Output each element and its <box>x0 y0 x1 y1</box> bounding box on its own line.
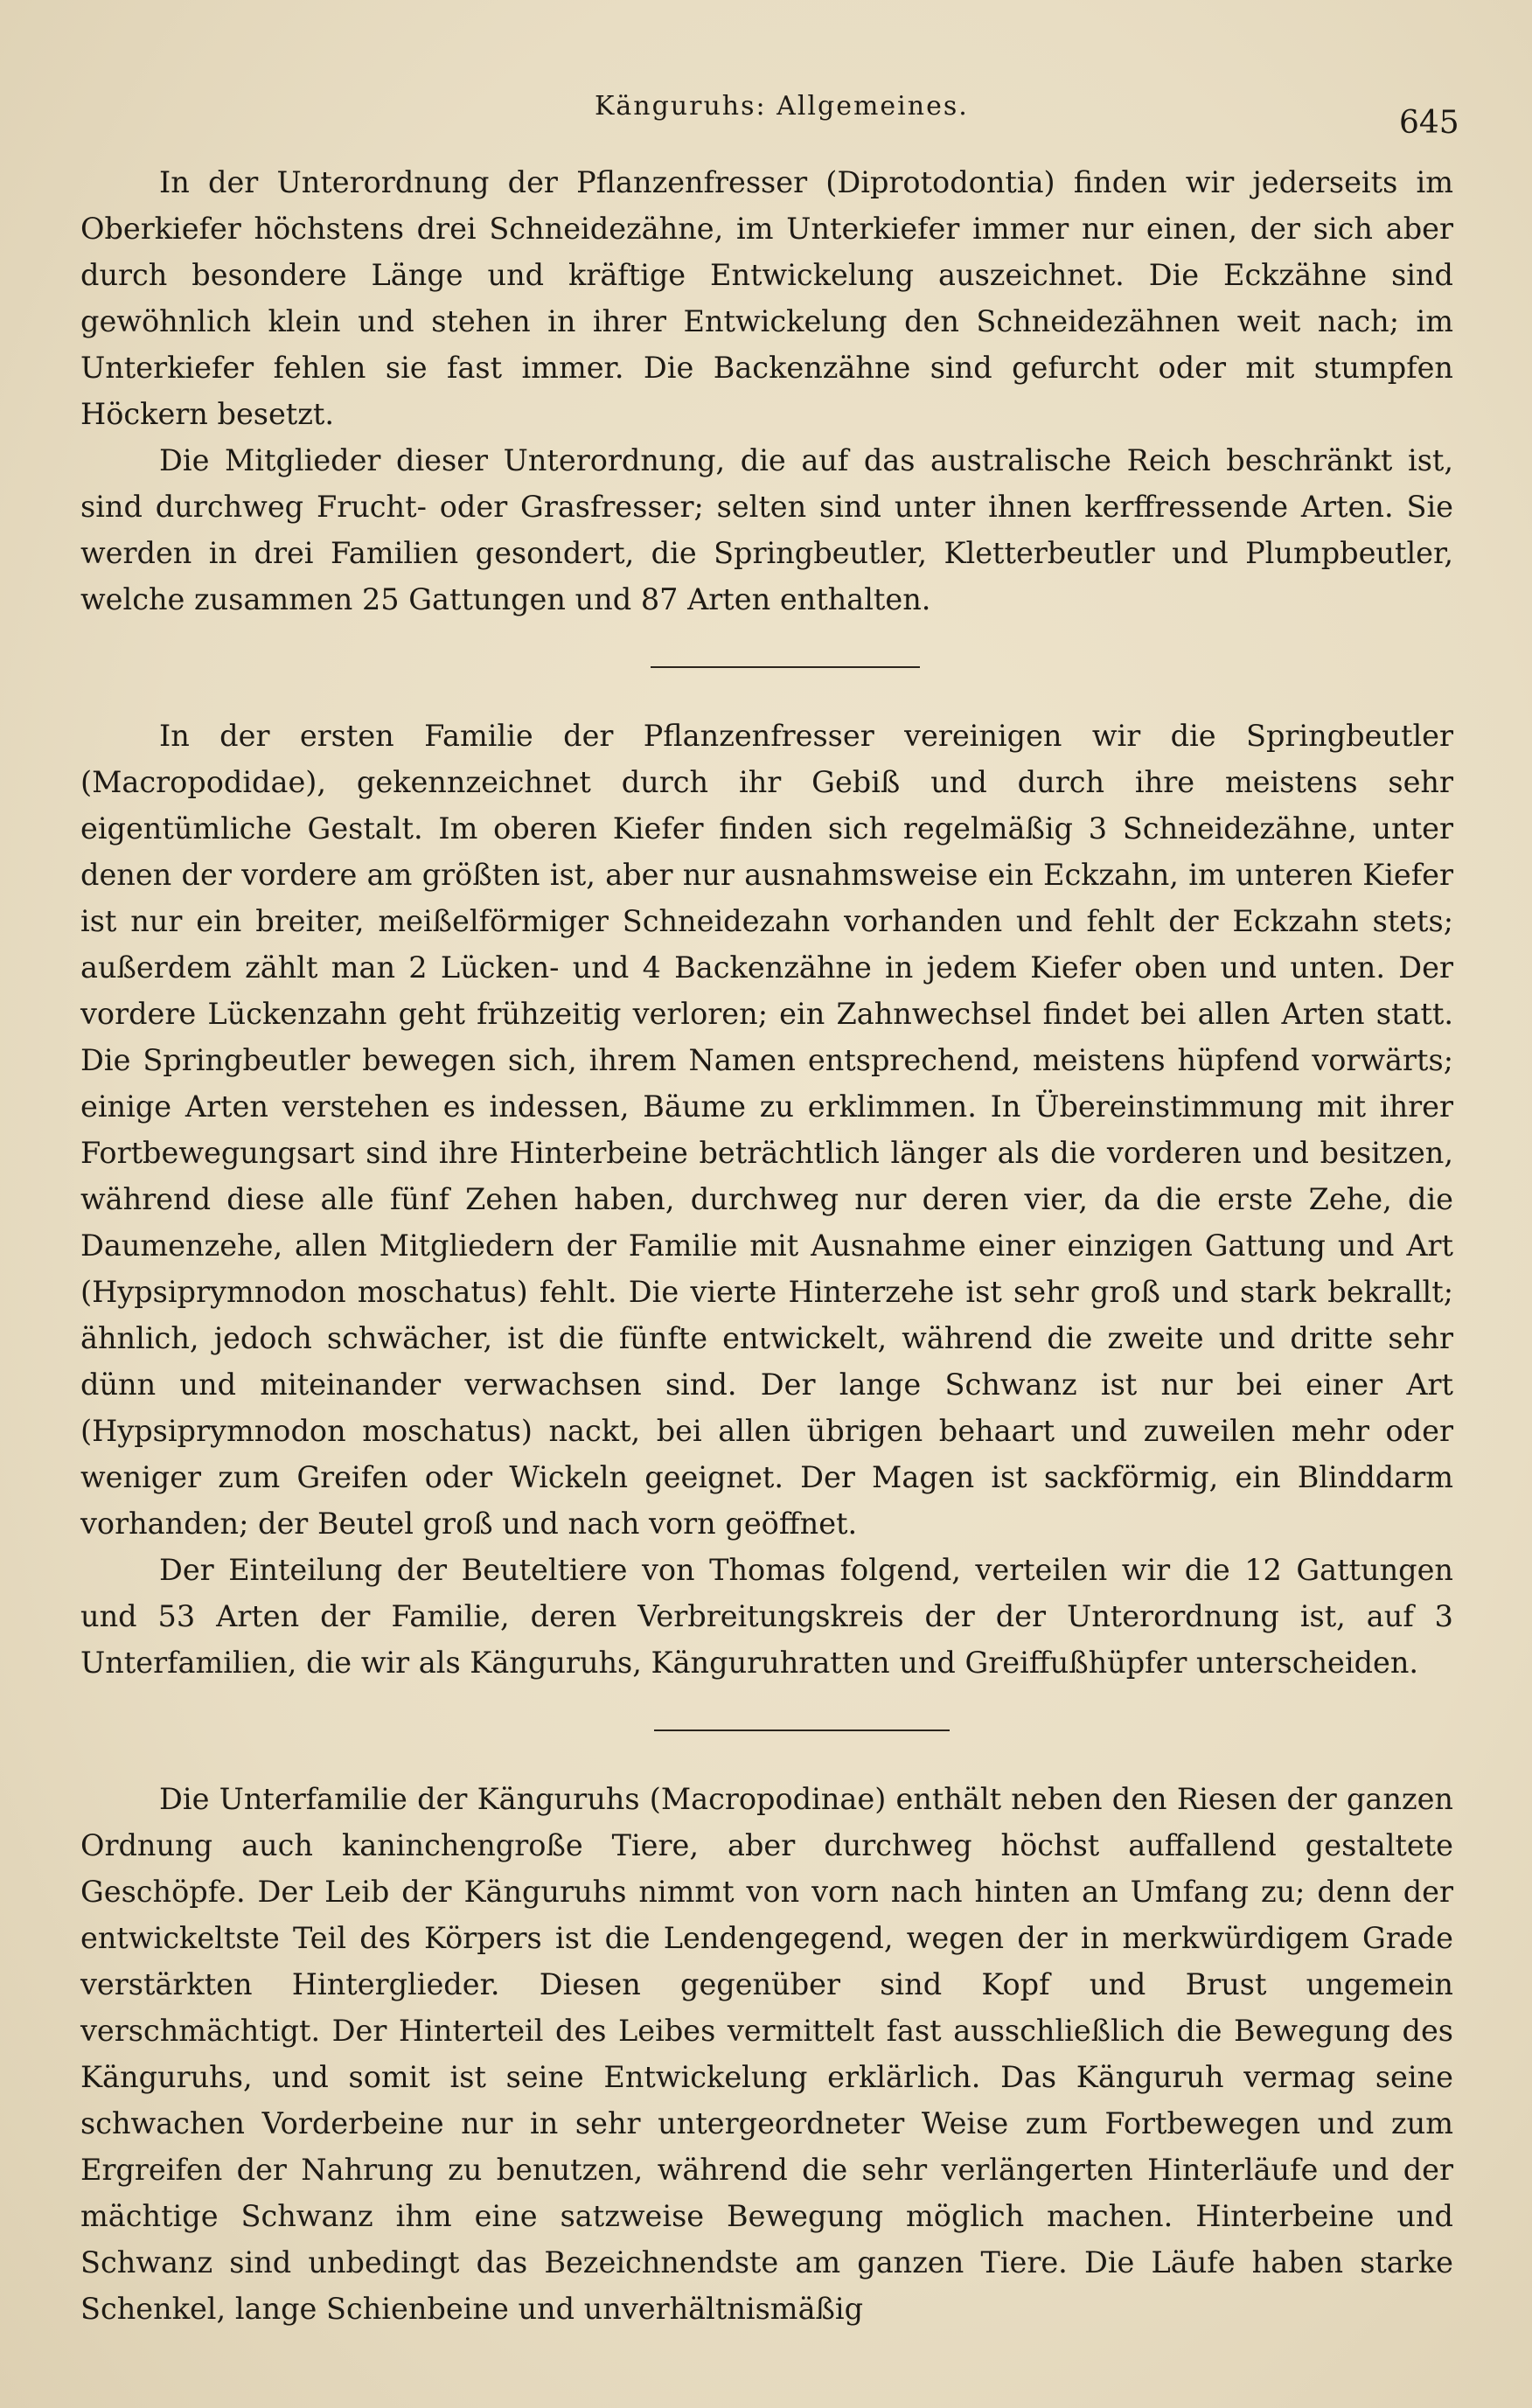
paragraph-suborder-members: Die Mitglieder dieser Unterordnung, die auf das australische Reich beschränkt ist, sind durchweg Frucht- oder Grasfresser; selten sind unter ihnen kerffressende Arten. Sie werden in drei Familien gesondert, die Springbeutler, Kletterbeutler und Plumpbeutler, welche zusammen 25 Gattungen und 87 Arten enthalten. <box>80 443 1453 616</box>
page-body <box>80 159 1453 2332</box>
running-title: Känguruhs: Allgemeines. <box>595 91 969 122</box>
page-number: 645 <box>1399 105 1459 141</box>
paragraph-diprotodontia-teeth: In der Unterordnung der Pflanzenfresser (Diprotodontia) finden wir jederseits im Oberkiefer höchstens drei Schneidezähne, im Unterkiefer immer nur einen, der sich aber durch besondere Länge und kräftige Entwickelung auszeichnet. Die Eckzähne sind gewöhnlich klein und stehen in ihrer Entwickelung den Schneidezähnen weit nach; im Unterkiefer fehlen sie fast immer. Die Backenzähne sind gefurcht oder mit stumpfen Höckern besetzt. <box>80 165 1453 431</box>
section-separator <box>80 623 1453 713</box>
section-separator <box>80 1686 1453 1776</box>
paragraph-classification: Der Einteilung der Beuteltiere von Thomas folgend, verteilen wir die 12 Gattungen und 53 Arten der Familie, deren Verbreitungskreis der der Unterordnung ist, auf 3 Unterfamilien, die wir als Känguruhs, Känguruhratten und Greiffußhüpfer unterscheiden. <box>80 1553 1453 1680</box>
separator-rule <box>654 1729 950 1731</box>
paragraph-macropodinae: Die Unterfamilie der Känguruhs (Macropodinae) enthält neben den Riesen der ganzen Ordnung auch kaninchengroße Tiere, aber durchweg höchst auffallend gestaltete Geschöpfe. Der Leib der Känguruhs nimmt von vorn nach hinten an Umfang zu; denn der entwickeltste Teil des Körpers ist die Lendengegend, wegen der in merkwürdigem Grade verstärkten Hinterglieder. Diesen gegenüber sind Kopf und Brust ungemein verschmächtigt. Der Hinterteil des Leibes vermittelt fast ausschließlich die Bewegung des Känguruhs, und somit ist seine Entwickelung erklärlich. Das Känguruh vermag seine schwachen Vorderbeine nur in sehr untergeordneter Weise zum Fortbewegen und zum Ergreifen der Nahrung zu benutzen, während die sehr verlängerten Hinterläufe und der mächtige Schwanz ihm eine satzweise Bewegung möglich machen. Hinterbeine und Schwanz sind unbedingt das Bezeichnendste am ganzen Tiere. Die Läufe haben starke Schenkel, lange Schienbeine und unverhältnismäßig <box>80 1782 1453 2326</box>
paragraph-springbeutler: In der ersten Familie der Pflanzenfresser vereinigen wir die Springbeutler (Macropodidae), gekennzeichnet durch ihr Gebiß und durch ihre meistens sehr eigentümliche Gestalt. Im oberen Kiefer finden sich regelmäßig 3 Schneidezähne, unter denen der vordere am größten ist, aber nur ausnahmsweise ein Eckzahn, im unteren Kiefer ist nur ein breiter, meißelförmiger Schneidezahn vorhanden und fehlt der Eckzahn stets; außerdem zählt man 2 Lücken- und 4 Backenzähne in jedem Kiefer oben und unten. Der vordere Lückenzahn geht frühzeitig verloren; ein Zahnwechsel findet bei allen Arten statt. Die Springbeutler bewegen sich, ihrem Namen entsprechend, meistens hüpfend vorwärts; einige Arten verstehen es indessen, Bäume zu erklimmen. In Übereinstimmung mit ihrer Fortbewegungsart sind ihre Hinterbeine beträchtlich länger als die vorderen und besitzen, während diese alle fünf Zehen haben, durchweg nur deren vier, da die erste Zehe, die Daumenzehe, allen Mitgliedern der Familie mit Ausnahme einer einzigen Gattung und Art (Hypsiprymnodon moschatus) fehlt. Die vierte Hinterzehe ist sehr groß und stark bekrallt; ähnlich, jedoch schwächer, ist die fünfte entwickelt, während die zweite und dritte sehr dünn und miteinander verwachsen sind. Der lange Schwanz ist nur bei einer Art (Hypsiprymnodon moschatus) nackt, bei allen übrigen behaart und zuweilen mehr oder weniger zum Greifen oder Wickeln geeignet. Der Magen ist sackförmig, ein Blinddarm vorhanden; der Beutel groß und nach vorn geöffnet. <box>80 719 1453 1541</box>
separator-rule <box>651 666 920 668</box>
page-header <box>0 91 1532 143</box>
